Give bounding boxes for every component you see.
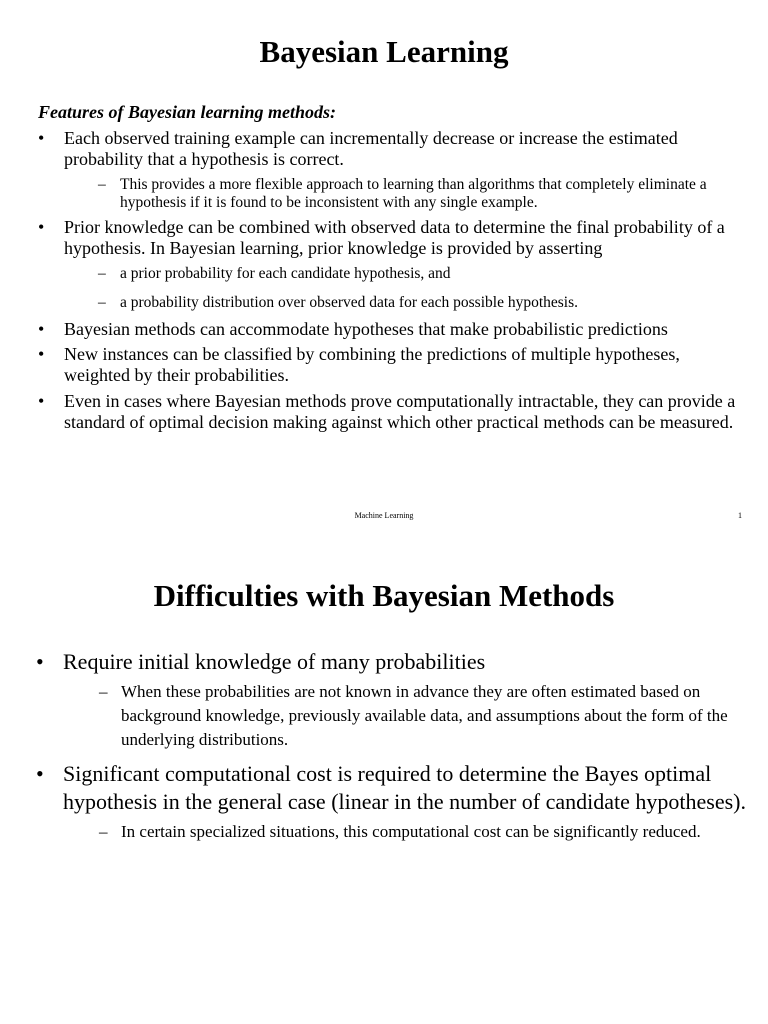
- bullet-icon: •: [36, 649, 44, 674]
- dash-icon: –: [98, 265, 106, 282]
- bullet-icon: •: [38, 319, 45, 339]
- dash-icon: –: [98, 176, 106, 193]
- sub-bullet-text: In certain specialized situations, this computational cost can be significantly reduced.: [121, 821, 701, 841]
- sub-bullet: [64, 176, 748, 212]
- bullet-1-text: Each observed training example can incrementally decrease or increase the estimated probability that a hypothesis is correct.: [64, 128, 678, 169]
- sub-bullet-text: a prior probability for each candidate hypothesis, and: [120, 265, 451, 282]
- page-number: 1: [738, 511, 742, 520]
- bullet-2-text: Prior knowledge can be combined with observed data to determine the final probability of a hypothesis. In Bayesian learning, prior knowledge is provided by asserting: [64, 217, 725, 258]
- bullet-1-subs: [64, 176, 748, 212]
- bullet-2: [36, 760, 746, 844]
- sub-bullet-text: a probability distribution over observed data for each possible hypothesis.: [120, 294, 579, 311]
- slide-1-bullet-list: [38, 128, 748, 433]
- footer-course-name: Machine Learning: [354, 511, 414, 520]
- bullet-4-text: New instances can be classified by combining the predictions of multiple hypotheses, weighted by their probabilities.: [64, 344, 680, 385]
- bullet-1: [38, 128, 748, 212]
- dash-icon: –: [99, 681, 108, 701]
- bullet-2-subs: [63, 820, 746, 844]
- bullet-5: [38, 391, 748, 433]
- sub-bullet: [64, 265, 748, 283]
- slide-2-bullet-list: [36, 648, 746, 844]
- bullet-3-text: Bayesian methods can accommodate hypotheses that make probabilistic predictions: [64, 319, 668, 339]
- bullet-2: [38, 217, 748, 312]
- bullet-3: [38, 319, 748, 340]
- bullet-4: [38, 344, 748, 386]
- bullet-1-text: Require initial knowledge of many probabilities: [63, 649, 486, 674]
- bullet-2-text: Significant computational cost is required to determine the Bayes optimal hypothesis in the general case (linear in the number of candidate hypotheses).: [63, 760, 746, 814]
- bullet-1-subs: [63, 680, 746, 752]
- bullet-icon: •: [38, 128, 45, 148]
- sub-bullet-text: When these probabilities are not known in advance they are often estimated based on background knowledge, previously available data, and assumptions about the form of the underlying distributions.: [121, 681, 728, 749]
- bullet-icon: •: [36, 760, 44, 786]
- bullet-5-text: Even in cases where Bayesian methods prove computationally intractable, they can provide a standard of optimal decision making against which other practical methods can be measured.: [64, 391, 736, 432]
- bullet-icon: •: [38, 344, 45, 364]
- sub-bullet: [63, 680, 746, 752]
- bullet-2-subs: [64, 265, 748, 312]
- sub-bullet: [63, 820, 746, 844]
- bullet-icon: •: [38, 391, 45, 411]
- slide-1-title: Bayesian Learning: [259, 34, 509, 69]
- dash-icon: –: [98, 294, 106, 311]
- slide-2: [0, 540, 768, 1024]
- dash-icon: –: [99, 821, 108, 841]
- bullet-icon: •: [38, 217, 45, 237]
- bullet-1: [36, 648, 746, 752]
- sub-bullet-text: This provides a more flexible approach to learning than algorithms that completely eliminate a hypothesis if it is found to be inconsistent with any single example.: [120, 176, 707, 211]
- sub-bullet: [64, 294, 748, 312]
- slide-2-title: Difficulties with Bayesian Methods: [153, 578, 615, 613]
- features-subheading: Features of Bayesian learning methods:: [38, 102, 337, 122]
